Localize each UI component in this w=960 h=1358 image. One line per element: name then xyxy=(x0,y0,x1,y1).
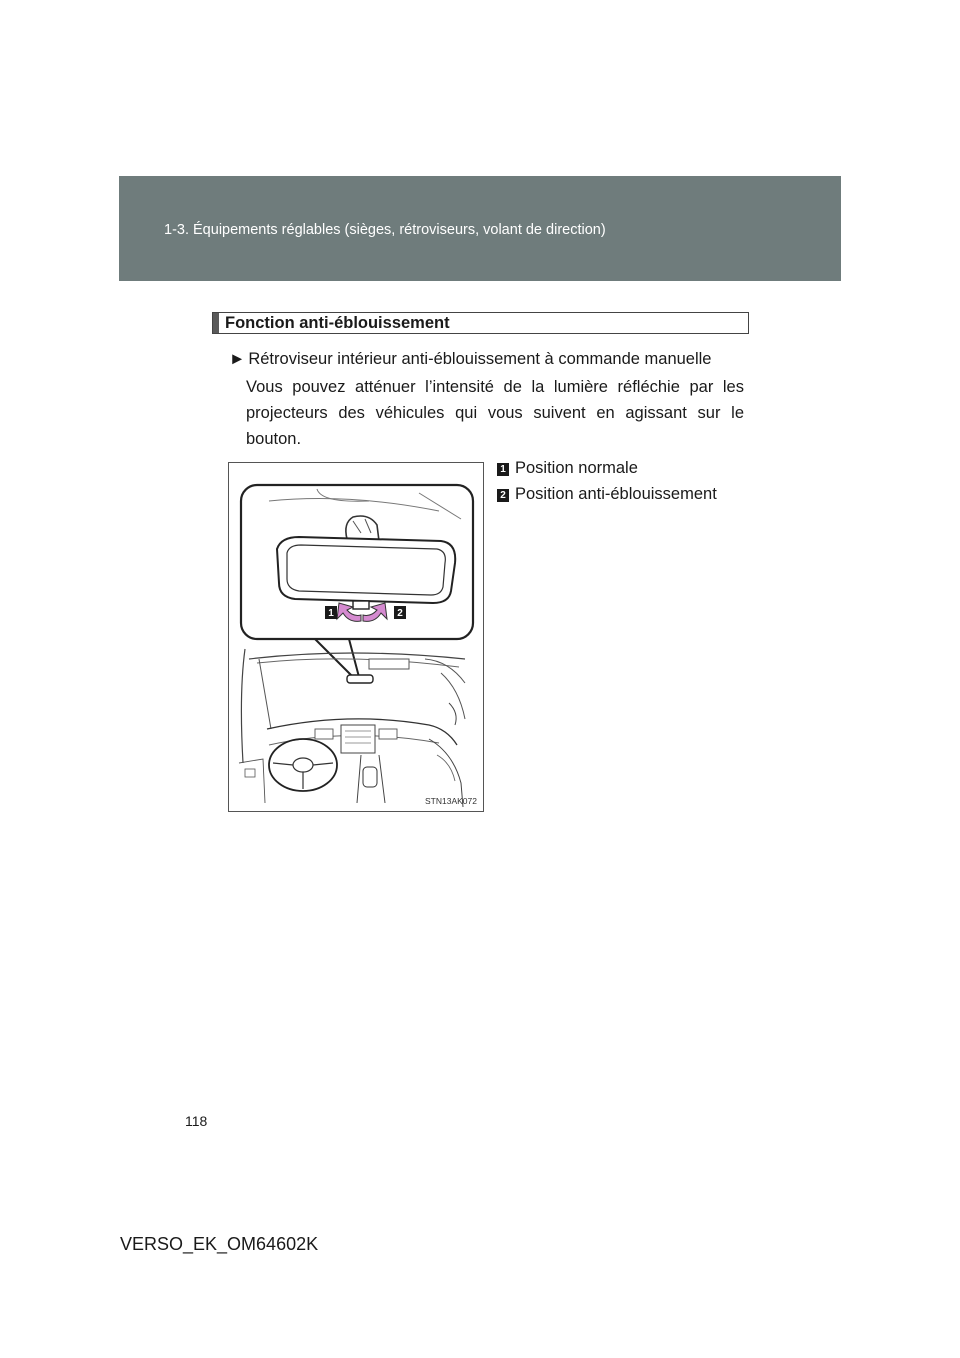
chapter-title: 1-3. Équipements réglables (sièges, rétroviseurs, volant de direction) xyxy=(164,222,606,238)
figure-code: STN13AK072 xyxy=(425,796,477,806)
mirror-drawing xyxy=(229,463,485,813)
windshield-top xyxy=(249,653,465,659)
right-windshield-edge xyxy=(441,673,465,719)
section-heading-bar xyxy=(213,313,219,333)
document-code: VERSO_EK_OM64602K xyxy=(120,1234,319,1254)
legend-number-2: 2 xyxy=(497,489,509,502)
legend-number-1: 1 xyxy=(497,463,509,476)
description-paragraph: Vous pouvez atténuer l’intensité de la lumière réfléchie par les projecteurs des véhicules qui vous suivent en agissant sur le bouton. xyxy=(246,378,744,448)
zoom-pointer xyxy=(315,639,353,677)
windshield-top xyxy=(257,659,459,667)
callout-label-1: 1 xyxy=(328,608,334,619)
vent-left xyxy=(315,729,333,739)
left-windshield-edge xyxy=(259,659,271,729)
bullet-text: Rétroviseur intérieur anti-éblouissement à commande manuelle xyxy=(248,350,712,368)
legend-label-1: Position normale xyxy=(515,459,638,477)
mirror-lever xyxy=(353,601,369,609)
side-mirror-outline xyxy=(449,703,456,725)
center-console xyxy=(341,725,375,753)
door-handle-line xyxy=(437,755,455,781)
bullet-triangle-icon: ► xyxy=(229,350,246,368)
legend-label-2: Position anti-éblouissement xyxy=(515,485,717,503)
legend-item-2 xyxy=(497,485,717,504)
left-a-pillar xyxy=(241,649,245,763)
callout-label-2: 2 xyxy=(397,608,403,619)
steering-hub xyxy=(293,758,313,772)
left-door-panel xyxy=(239,759,265,803)
mirror-illustration xyxy=(228,462,484,812)
section-title: Fonction anti-éblouissement xyxy=(225,314,450,332)
cabin-mirror xyxy=(347,675,373,683)
page-number: 118 xyxy=(185,1113,208,1129)
sunroof-edge xyxy=(425,659,465,683)
overhead-console xyxy=(369,659,409,669)
gear-shift xyxy=(363,767,377,787)
header-band xyxy=(119,176,841,281)
window-switch xyxy=(245,769,255,777)
legend-item-1 xyxy=(497,459,638,478)
bullet-item xyxy=(229,350,712,369)
section-heading-box xyxy=(212,312,749,334)
zoom-pointer xyxy=(349,639,359,677)
vent-right xyxy=(379,729,397,739)
